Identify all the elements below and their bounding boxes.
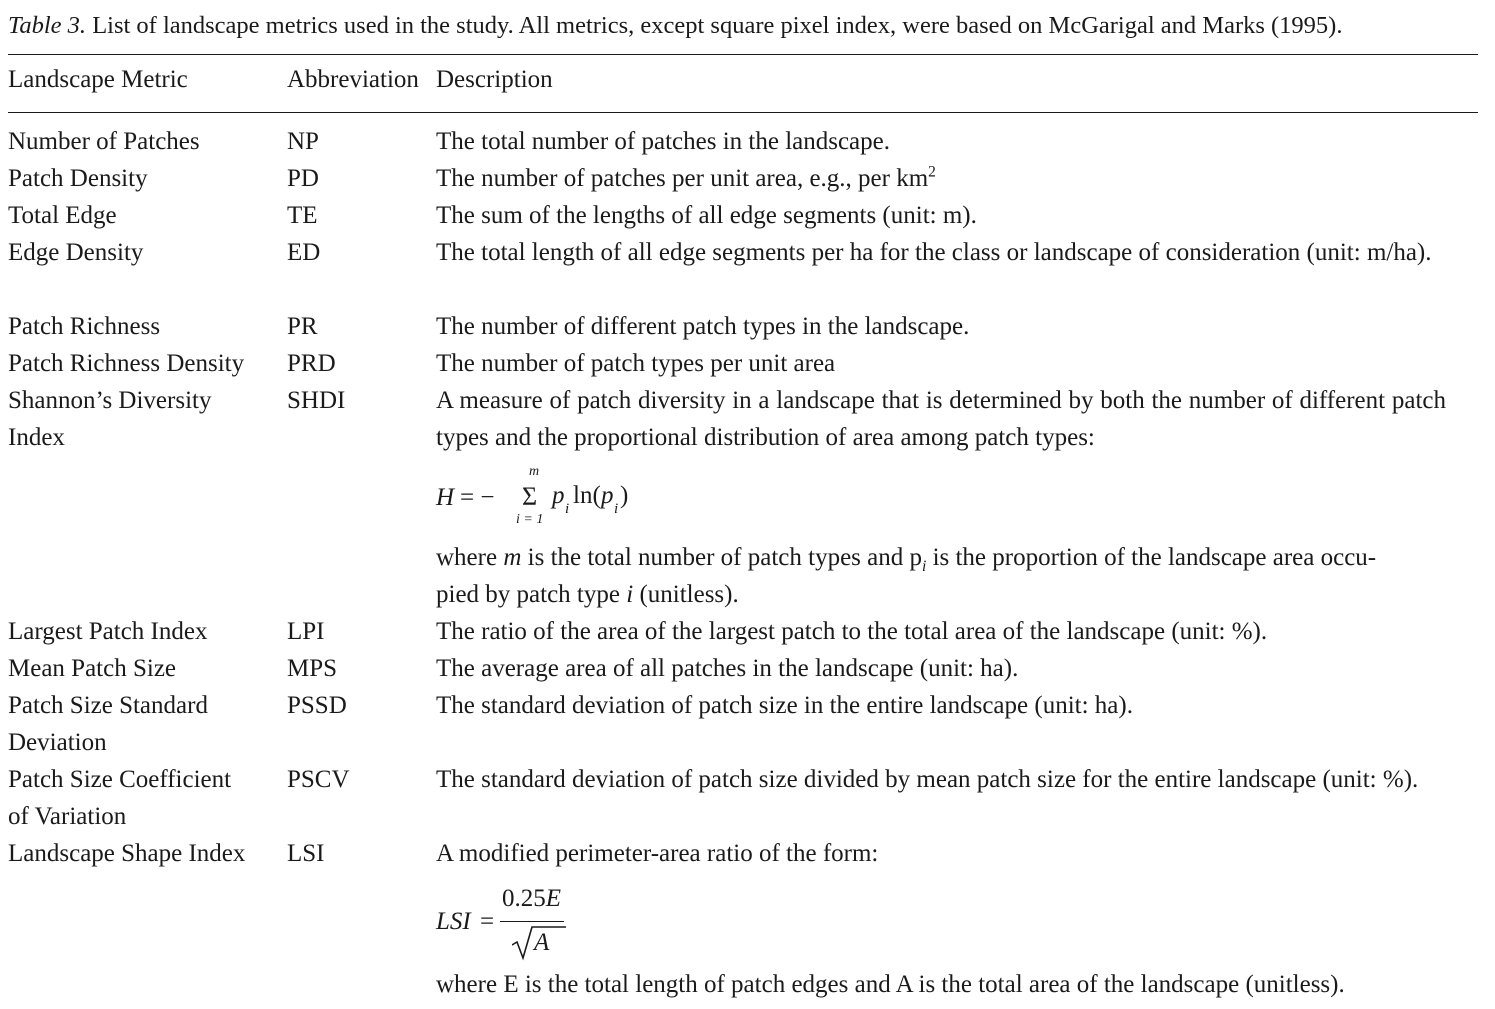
metric-patch-richness: Patch Richness — [8, 313, 161, 340]
lsi-num-var: E — [545, 885, 562, 912]
metric-edge-density: Edge Density — [8, 239, 144, 266]
lsi-formula — [436, 882, 636, 962]
shdi-where-mid: is the total number of patch types and p — [521, 544, 922, 571]
table-label: Table 3. — [8, 12, 87, 39]
shdi-where-line2 — [436, 576, 739, 613]
desc-te: The sum of the lengths of all edge segments (unit: m). — [436, 202, 977, 229]
desc-pssd: The standard deviation of patch size in the entire landscape (unit: ha). — [436, 692, 1133, 719]
lsi-where: where E is the total length of patch edges and A is the total area of the landscape (unitless). — [436, 971, 1345, 998]
metric-mean-patch-size: Mean Patch Size — [8, 655, 177, 682]
lsi-lhs: LSI — [436, 908, 471, 935]
shdi-formula — [436, 464, 696, 528]
lsi-fraction-bar — [500, 921, 564, 922]
abbr-pssd: PSSD — [287, 692, 347, 719]
abbr-pd: PD — [287, 165, 319, 192]
shdi-eq: = − — [460, 484, 495, 511]
metric-largest-patch-index: Largest Patch Index — [8, 618, 208, 645]
metric-total-edge: Total Edge — [8, 202, 117, 229]
metric-patch-size-cv-line2: of Variation — [8, 803, 127, 830]
abbr-pr: PR — [287, 313, 318, 340]
abbr-shdi: SHDI — [287, 387, 346, 414]
desc-shdi: A measure of patch diversity in a landscape that is determined by both the number of different patch types and the proportional distribution of area among patch types: — [436, 387, 1446, 451]
metric-shannons-diversity-line2: Index — [8, 424, 65, 451]
abbr-lpi: LPI — [287, 618, 325, 645]
metric-patch-richness-density: Patch Richness Density — [8, 350, 245, 377]
lsi-denominator: A — [534, 929, 550, 956]
desc-pscv: The standard deviation of patch size divided by mean patch size for the entire landscape (unit: %). — [436, 766, 1419, 793]
header-rule — [8, 112, 1478, 113]
desc-pd-superscript: 2 — [928, 163, 936, 181]
lsi-num-value: 0.25 — [502, 885, 546, 912]
desc-lsi: A modified perimeter-area ratio of the form: — [436, 840, 879, 867]
desc-ed: The total length of all edge segments per ha for the class or landscape of consideration (unit: m/ha). — [436, 239, 1432, 266]
shdi-ln: ln( — [573, 482, 601, 509]
shdi-lhs: H — [436, 484, 455, 511]
shdi-sub-i1: i — [565, 501, 570, 517]
shdi-where-end: is the proportion of the landscape area occu- — [926, 544, 1377, 571]
desc-pd-text: The number of patches per unit area, e.g., per km — [436, 165, 929, 192]
shdi-where-sub: i — [922, 558, 927, 575]
shdi-where-pied: pied by patch type — [436, 581, 627, 608]
shdi-where-i: i — [626, 581, 634, 608]
metric-shannons-diversity-line1: Shannon’s Diversity — [8, 387, 212, 414]
shdi-where-unitless: (unitless). — [633, 581, 739, 608]
shdi-sum-top: m — [529, 464, 540, 479]
header-landscape-metric: Landscape Metric — [8, 66, 188, 93]
abbr-np: NP — [287, 128, 319, 155]
metric-landscape-shape-index: Landscape Shape Index — [8, 840, 246, 867]
abbr-te: TE — [287, 202, 318, 229]
desc-np: The total number of patches in the landscape. — [436, 128, 891, 155]
abbr-ed: ED — [287, 239, 321, 266]
shdi-close: ) — [620, 482, 629, 509]
metric-patch-size-sd-line1: Patch Size Standard — [8, 692, 208, 719]
caption-text: List of landscape metrics used in the study. All metrics, except square pixel index, were based on McGarigal and Marks (1995). — [86, 12, 1343, 39]
shdi-sum-bottom: i = 1 — [516, 512, 544, 527]
table-caption — [8, 12, 1342, 40]
metric-patch-size-sd-line2: Deviation — [8, 729, 107, 756]
shdi-p: p — [552, 482, 565, 509]
abbr-prd: PRD — [287, 350, 336, 377]
lsi-eq: = — [480, 908, 495, 935]
shdi-where-w: where — [436, 544, 504, 571]
desc-lpi: The ratio of the area of the largest patch to the total area of the landscape (unit: %). — [436, 618, 1268, 645]
metric-number-of-patches: Number of Patches — [8, 128, 200, 155]
desc-pd — [436, 160, 1446, 197]
metric-patch-size-cv-line1: Patch Size Coefficient — [8, 766, 232, 793]
abbr-lsi: LSI — [287, 840, 325, 867]
desc-pr: The number of different patch types in the landscape. — [436, 313, 970, 340]
header-abbreviation: Abbreviation — [287, 66, 419, 93]
shdi-sigma: Σ — [522, 482, 538, 511]
abbr-mps: MPS — [287, 655, 338, 682]
metric-patch-density: Patch Density — [8, 165, 148, 192]
abbr-pscv: PSCV — [287, 766, 350, 793]
shdi-p2: p — [601, 482, 614, 509]
shdi-where-m: m — [503, 544, 522, 571]
desc-mps: The average area of all patches in the landscape (unit: ha). — [436, 655, 1019, 682]
desc-prd: The number of patch types per unit area — [436, 350, 836, 377]
shdi-sub-i2: i — [614, 501, 619, 517]
header-description: Description — [436, 66, 553, 93]
lsi-numerator — [502, 885, 561, 913]
top-rule — [8, 54, 1478, 55]
